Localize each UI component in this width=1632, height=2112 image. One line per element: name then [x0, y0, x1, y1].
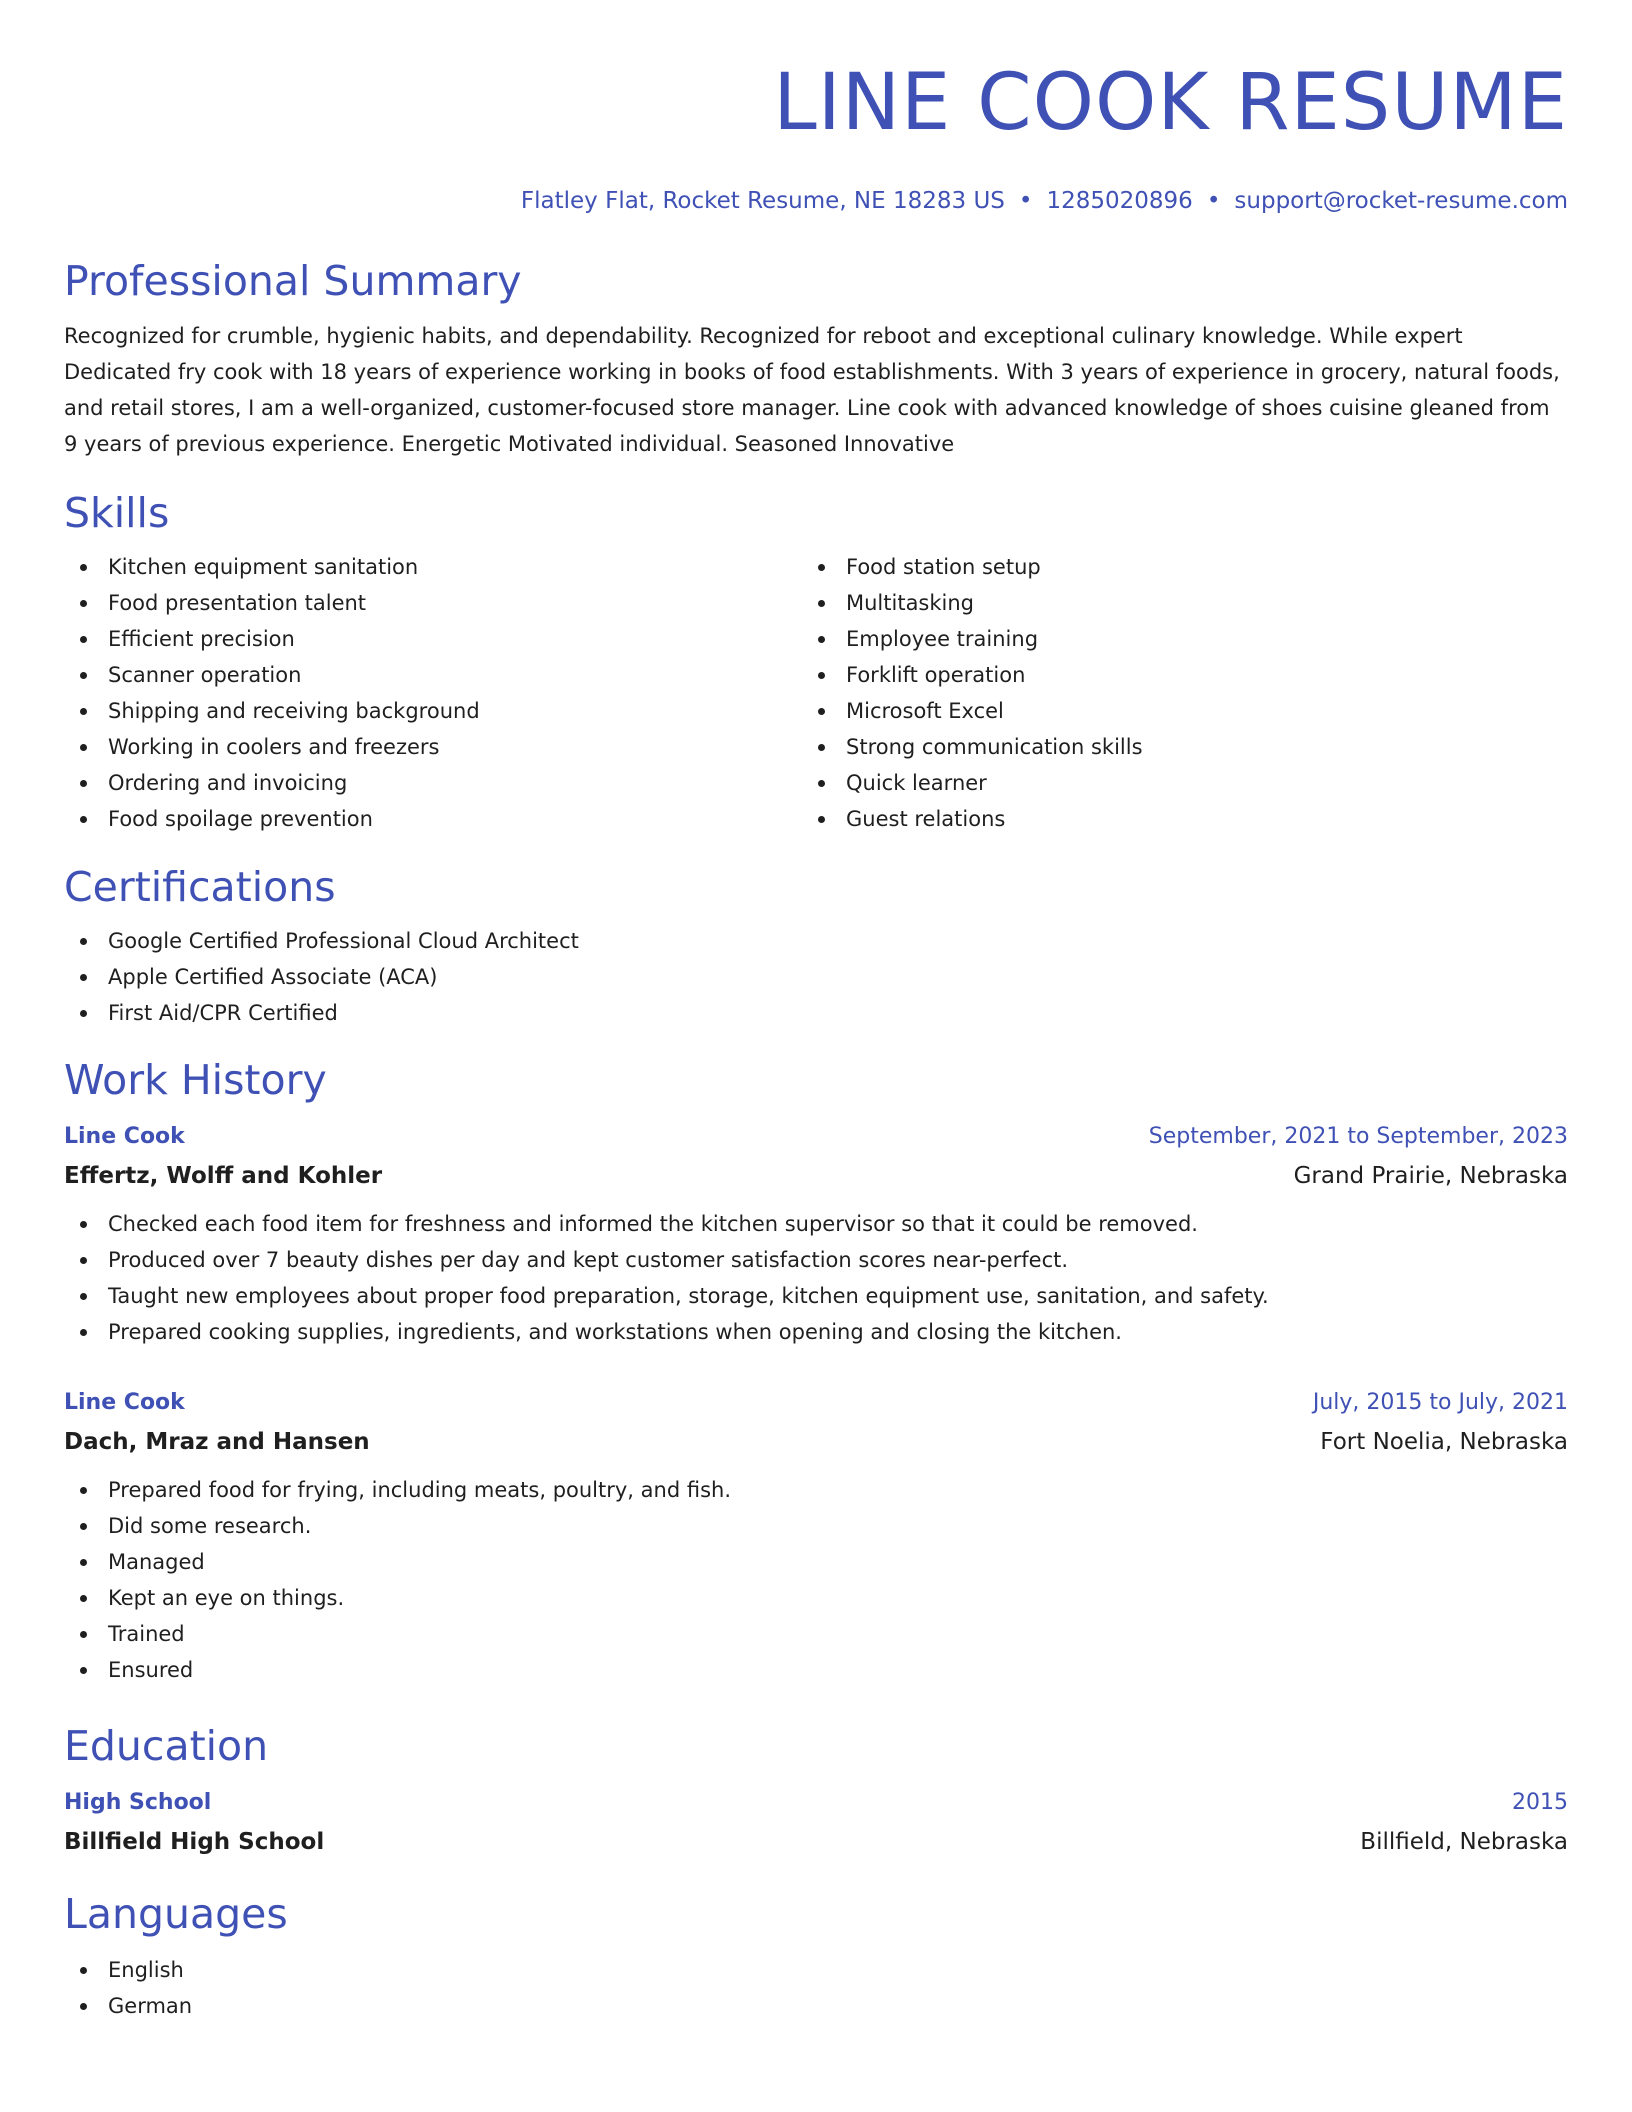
certification-item: Google Certified Professional Cloud Architect [64, 923, 1568, 959]
job-duty: Kept an eye on things. [64, 1580, 1568, 1616]
resume-title: LINE COOK RESUME [773, 58, 1568, 148]
contact-line [64, 185, 1568, 217]
school-name: Billfield High School [64, 1829, 325, 1855]
summary-text: Recognized for crumble, hygienic habits, and dependability. Recognized for reboot and exceptional culinary knowledge. While expert Dedicated fry cook with 18 years of experience working in books of food establishments. With 3 years of experience in grocery, natural foods, and retail stores, I am a well-organized, customer-focused store manager. Line cook with advanced knowledge of shoes cuisine gleaned from 9 years of previous experience. Energetic Motivated individual. Seasoned Innovative [64, 324, 1560, 456]
work-entry [64, 1384, 1568, 1688]
job-title: Line Cook [64, 1124, 185, 1149]
job-duty: Prepared cooking supplies, ingredients, and workstations when opening and closing the kitchen. [64, 1314, 1568, 1350]
job-duties-list [64, 1472, 1568, 1688]
education-entry [64, 1784, 1568, 1862]
skill-item: Multitasking [802, 585, 1540, 621]
employer-row [64, 1422, 1568, 1462]
job-duty: Produced over 7 beauty dishes per day and kept customer satisfaction scores near-perfect. [64, 1242, 1568, 1278]
job-title: Line Cook [64, 1390, 185, 1415]
school-location: Billfield, Nebraska [1360, 1829, 1568, 1855]
certifications-list [64, 923, 1568, 1031]
skills-heading: Skills [64, 489, 170, 537]
skill-item: Scanner operation [64, 657, 802, 693]
skill-item: Employee training [802, 621, 1540, 657]
summary-heading: Professional Summary [64, 257, 522, 305]
contact-address: Flatley Flat, Rocket Resume, NE 18283 US [520, 188, 1005, 214]
skill-item: Kitchen equipment sanitation [64, 549, 802, 585]
contact-separator: • [1018, 188, 1033, 214]
skill-item: Guest relations [802, 801, 1540, 837]
education-heading: Education [64, 1722, 269, 1770]
languages-list [64, 1952, 1568, 2024]
skill-item: Forklift operation [802, 657, 1540, 693]
language-item: German [64, 1988, 1568, 2024]
job-duty: Taught new employees about proper food preparation, storage, kitchen equipment use, sanitation, and safety. [64, 1278, 1568, 1314]
school-row [64, 1822, 1568, 1862]
job-duties-list [64, 1206, 1568, 1350]
skill-item: Strong communication skills [802, 729, 1540, 765]
job-duty: Prepared food for frying, including meats, poultry, and fish. [64, 1472, 1568, 1508]
education-header-row [64, 1784, 1568, 1822]
employer-name: Dach, Mraz and Hansen [64, 1429, 370, 1455]
job-duty: Trained [64, 1616, 1568, 1652]
certification-item: Apple Certified Associate (ACA) [64, 959, 1568, 995]
job-duty: Did some research. [64, 1508, 1568, 1544]
job-dates: July, 2015 to July, 2021 [1312, 1390, 1568, 1415]
job-duty: Ensured [64, 1652, 1568, 1688]
languages-heading: Languages [64, 1890, 288, 1938]
skill-item: Efficient precision [64, 621, 802, 657]
job-duty: Checked each food item for freshness and informed the kitchen supervisor so that it could be removed. [64, 1206, 1568, 1242]
skill-item: Food station setup [802, 549, 1540, 585]
job-header-row [64, 1384, 1568, 1422]
job-location: Fort Noelia, Nebraska [1320, 1429, 1568, 1455]
skill-item: Food presentation talent [64, 585, 802, 621]
education-year: 2015 [1512, 1790, 1568, 1815]
employer-row [64, 1156, 1568, 1196]
skill-item: Ordering and invoicing [64, 765, 802, 801]
contact-email: support@rocket-resume.com [1234, 188, 1568, 214]
job-header-row [64, 1118, 1568, 1156]
skill-item: Working in coolers and freezers [64, 729, 802, 765]
contact-phone: 1285020896 [1046, 188, 1193, 214]
degree-name: High School [64, 1790, 212, 1815]
skills-left-column [64, 549, 802, 837]
language-item: English [64, 1952, 1568, 1988]
skill-item: Food spoilage prevention [64, 801, 802, 837]
employer-name: Effertz, Wolff and Kohler [64, 1163, 383, 1189]
certification-item: First Aid/CPR Certified [64, 995, 1568, 1031]
skill-item: Microsoft Excel [802, 693, 1540, 729]
work-entry [64, 1118, 1568, 1350]
job-location: Grand Prairie, Nebraska [1293, 1163, 1568, 1189]
job-dates: September, 2021 to September, 2023 [1148, 1124, 1568, 1149]
skills-right-column [802, 549, 1540, 837]
contact-separator: • [1206, 188, 1221, 214]
skill-item: Quick learner [802, 765, 1540, 801]
skills-grid [64, 549, 1568, 837]
job-duty: Managed [64, 1544, 1568, 1580]
skill-item: Shipping and receiving background [64, 693, 802, 729]
certifications-heading: Certifications [64, 863, 336, 911]
work-history-heading: Work History [64, 1056, 327, 1104]
